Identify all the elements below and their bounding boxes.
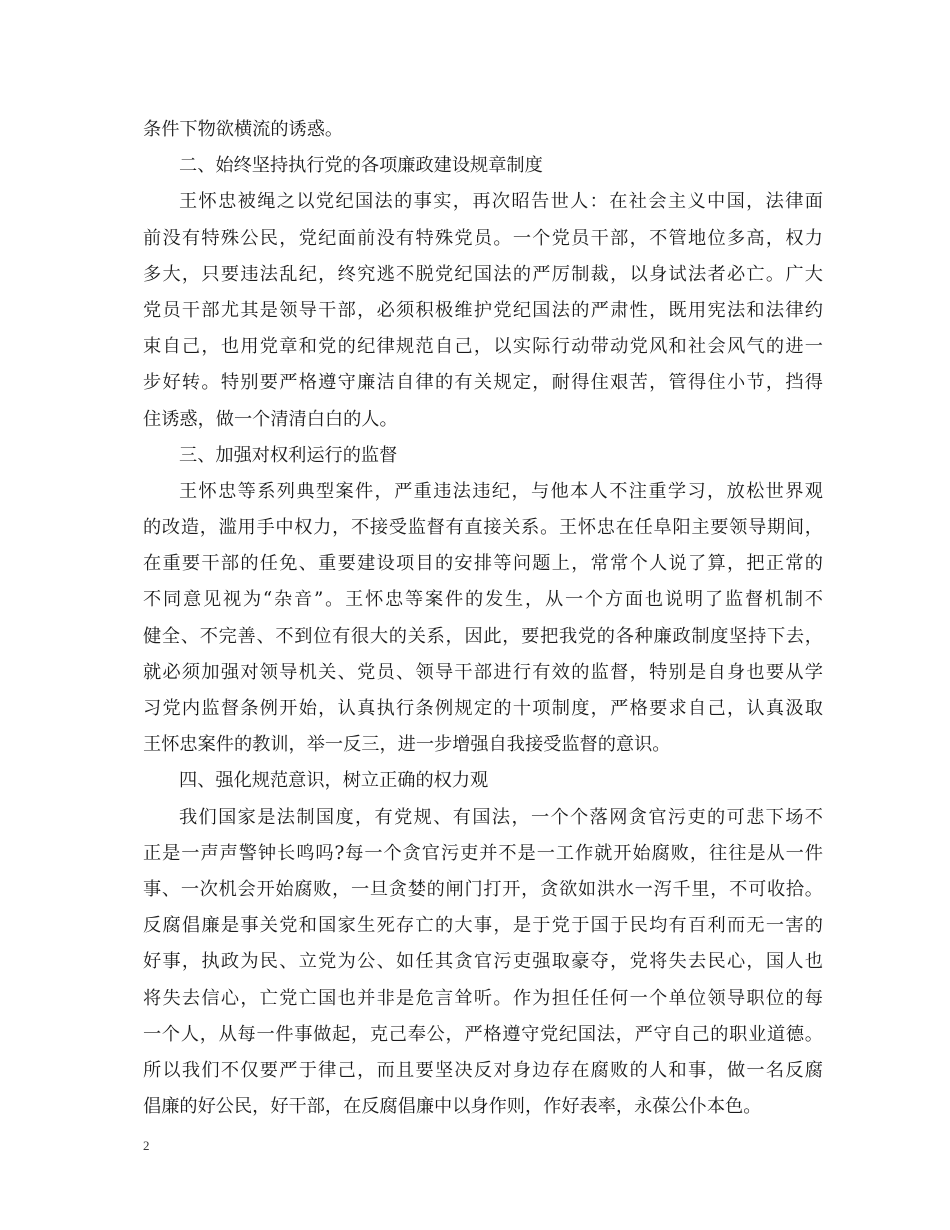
text-line: 二、始终坚持执行党的各项廉政建设规章制度 — [179, 155, 543, 177]
text-line: 好事，执政为民、立党为公、如任其贪官污吏强取豪夺，党将失去民心，国人也 — [143, 951, 823, 973]
text-line: 一个人，从每一件事做起，克己奉公，严格遵守党纪国法，严守自己的职业道德。 — [143, 1023, 823, 1045]
text-line: 的改造，滥用手中权力，不接受监督有直接关系。王怀忠在任阜阳主要领导期间， — [143, 517, 823, 539]
text-line: 束自己，也用党章和党的纪律规范自己，以实际行动带动党风和社会风气的进一 — [143, 336, 823, 358]
text-line: 就必须加强对领导机关、党员、领导干部进行有效的监督，特别是自身也要从学 — [143, 661, 823, 683]
text-line: 倡廉的好公民，好干部，在反腐倡廉中以身作则，作好表率，永葆公仆本色。 — [143, 1096, 762, 1118]
text-line: 住诱惑，做一个清清白白的人。 — [143, 408, 398, 430]
text-line: 健全、不完善、不到位有很大的关系，因此，要把我党的各种廉政制度坚持下去， — [143, 625, 823, 647]
text-line: 事、一次机会开始腐败，一旦贪婪的闸门打开，贪欲如洪水一泻千里，不可收拾。 — [143, 878, 823, 900]
body-text — [143, 112, 823, 1125]
text-line: 不同意见视为“杂音”。王怀忠等案件的发生，从一个方面也说明了监督机制不 — [143, 589, 823, 611]
text-line: 将失去信心，亡党亡国也并非是危言耸听。作为担任任何一个单位领导职位的每 — [143, 987, 823, 1009]
text-line: 正是一声声警钟长鸣吗?每一个贪官污吏并不是一工作就开始腐败，往往是从一件 — [143, 842, 823, 864]
text-line: 在重要干部的任免、重要建设项目的安排等问题上，常常个人说了算，把正常的 — [143, 553, 823, 575]
text-line: 我们国家是法制国度，有党规、有国法，一个个落网贪官污吏的可悲下场不 — [179, 806, 823, 828]
text-line: 三、加强对权利运行的监督 — [179, 444, 398, 466]
text-line: 习党内监督条例开始，认真执行条例规定的十项制度，严格要求自己，认真汲取 — [143, 698, 823, 719]
text-line: 条件下物欲横流的诱惑。 — [143, 119, 344, 140]
text-line: 多大，只要违法乱纪，终究逃不脱党纪国法的严厉制裁，以身试法者必亡。广大 — [143, 263, 823, 285]
page-number: 2 — [143, 1138, 150, 1153]
text-line: 反腐倡廉是事关党和国家生死存亡的大事，是于党于国于民均有百利而无一害的 — [143, 915, 823, 937]
text-line: 王怀忠等系列典型案件，严重违法违纪，与他本人不注重学习，放松世界观 — [179, 480, 823, 502]
text-line: 所以我们不仅要严于律己，而且要坚决反对身边存在腐败的人和事，做一名反腐 — [143, 1059, 823, 1081]
text-line: 步好转。特别要严格遵守廉洁自律的有关规定，耐得住艰苦，管得住小节，挡得 — [143, 372, 823, 394]
text-line: 党员干部尤其是领导干部，必须积极维护党纪国法的严肃性，既用宪法和法律约 — [143, 299, 823, 321]
text-line: 王怀忠被绳之以党纪国法的事实，再次昭告世人：在社会主义中国，法律面 — [179, 191, 823, 213]
text-line: 四、强化规范意识，树立正确的权力观 — [179, 770, 489, 792]
text-line: 王怀忠案件的教训，举一反三，进一步增强自我接受监督的意识。 — [143, 734, 671, 756]
text-line: 前没有特殊公民，党纪面前没有特殊党员。一个党员干部，不管地位多高，权力 — [143, 227, 823, 249]
